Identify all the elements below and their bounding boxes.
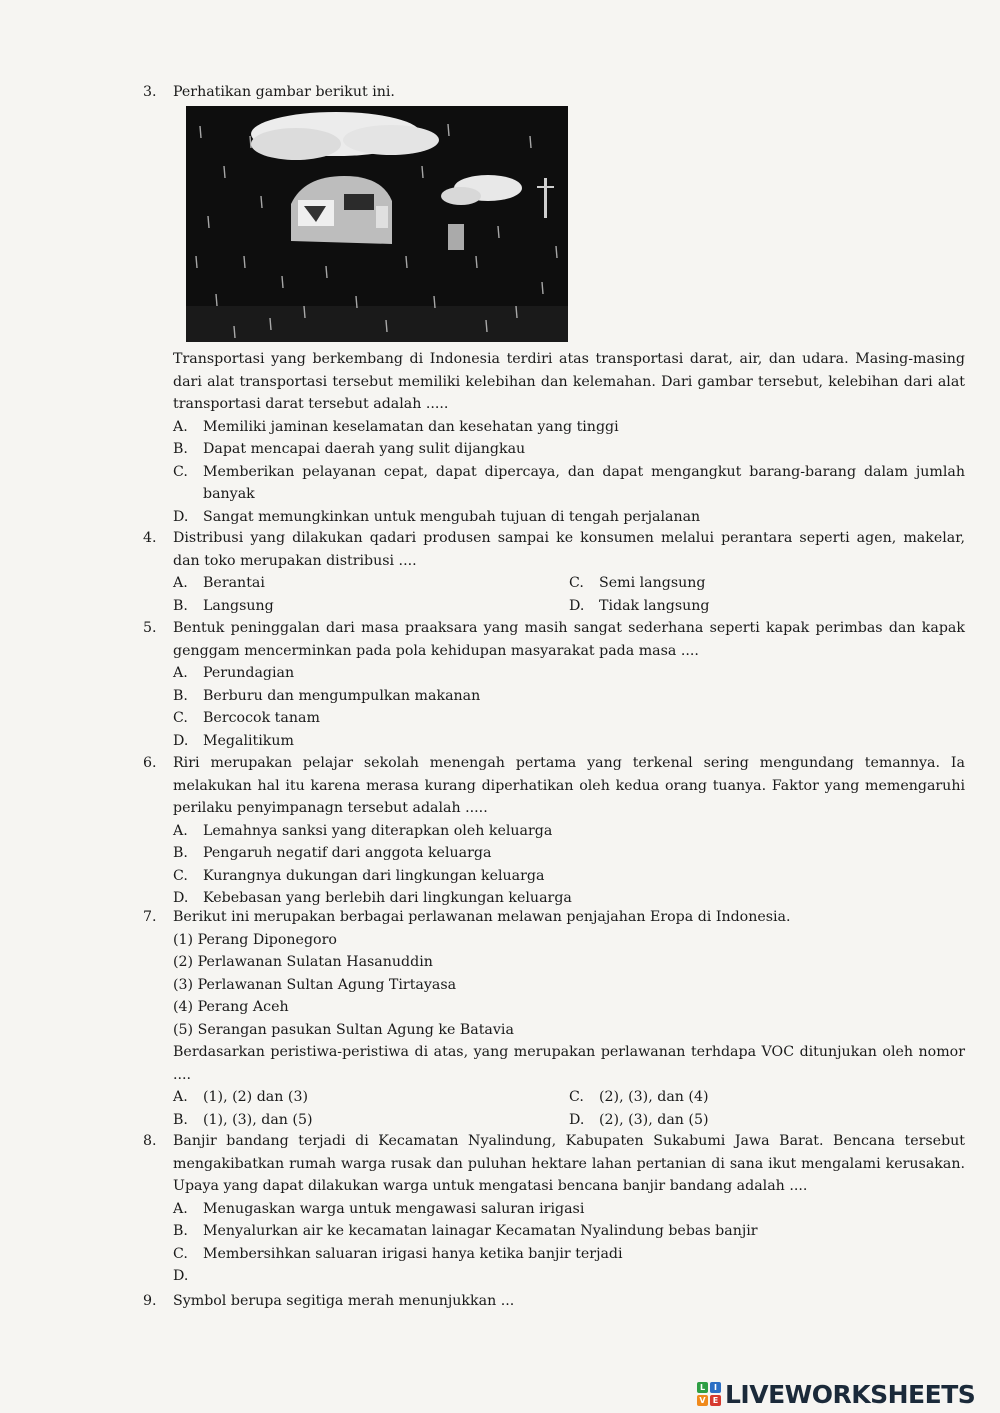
option-letter: A. <box>173 575 188 591</box>
option-a[interactable] <box>173 662 965 685</box>
question-stem: Riri merupakan pelajar sekolah menengah pertama yang terkenal sering mengundang temannya. Ia melakukan hal itu karena merasa kurang diperhatikan oleh kedua orang tuanya. Faktor yang memengaruhi perilaku penyimpanagn tersebut adalah ..... <box>173 755 965 816</box>
option-text: (2), (3), dan (5) <box>599 1111 709 1128</box>
option-letter: B. <box>173 441 188 457</box>
option-d[interactable] <box>173 1265 965 1288</box>
option-d[interactable] <box>569 595 965 618</box>
question-number: 7. <box>143 909 157 925</box>
event-list <box>173 929 965 1042</box>
question-intro: Perhatikan gambar berikut ini. <box>173 84 395 100</box>
option-b[interactable] <box>173 595 569 618</box>
option-letter: C. <box>173 867 188 884</box>
option-c[interactable] <box>173 1243 965 1266</box>
train-in-rain-photo <box>186 106 568 342</box>
option-letter: A. <box>173 822 188 839</box>
option-text: Berburu dan mengumpulkan makanan <box>203 687 481 704</box>
question-3 <box>143 81 965 104</box>
option-d[interactable] <box>173 730 965 753</box>
option-letter: C. <box>173 1245 188 1262</box>
option-letter: D. <box>173 732 189 749</box>
train-in-rain-icon <box>186 106 568 342</box>
question-number: 6. <box>143 755 157 771</box>
question-intro: Berikut ini merupakan berbagai perlawanan melawan penjajahan Eropa di Indonesia. <box>173 909 791 925</box>
option-text: Langsung <box>203 597 274 614</box>
list-item: (3) Perlawanan Sultan Agung Tirtayasa <box>173 976 457 993</box>
option-a[interactable] <box>173 1198 965 1221</box>
question-number: 9. <box>143 1293 157 1309</box>
option-letter: B. <box>173 1111 188 1128</box>
option-text: Tidak langsung <box>599 597 710 614</box>
option-letter: D. <box>569 1111 585 1128</box>
option-text: Berantai <box>203 575 265 591</box>
list-item: (5) Serangan pasukan Sultan Agung ke Batavia <box>173 1021 514 1038</box>
mark-letter: L <box>697 1382 708 1393</box>
question-stem: Transportasi yang berkembang di Indonesia terdiri atas transportasi darat, air, dan udara. Masing-masing dari alat transportasi tersebut memiliki kelebihan dan kelemahan. Dari gambar tersebut, kelebihan dari alat transportasi darat tersebut adalah ..... <box>173 351 965 412</box>
question-number: 3. <box>143 84 157 100</box>
question-9 <box>143 1290 965 1313</box>
option-letter: D. <box>173 890 189 906</box>
option-text: Megalitikum <box>203 732 294 749</box>
question-stem: Symbol berupa segitiga merah menunjukkan ... <box>173 1293 515 1309</box>
option-b[interactable] <box>173 842 965 865</box>
option-d[interactable] <box>173 506 965 529</box>
option-text <box>203 1265 965 1288</box>
option-a[interactable] <box>173 1086 569 1109</box>
option-text: Memiliki jaminan keselamatan dan kesehatan yang tinggi <box>203 418 619 435</box>
option-text: Pengaruh negatif dari anggota keluarga <box>203 845 492 861</box>
option-letter: D. <box>173 1268 189 1284</box>
option-text: Membersihkan saluaran irigasi hanya ketika banjir terjadi <box>203 1245 623 1262</box>
mark-letter: E <box>710 1395 721 1406</box>
question-5 <box>143 617 965 752</box>
option-a[interactable] <box>173 416 965 439</box>
option-text: (2), (3), dan (4) <box>599 1089 709 1105</box>
question-stem: Banjir bandang terjadi di Kecamatan Nyalindung, Kabupaten Sukabumi Jawa Barat. Bencana tersebut mengakibatkan rumah warga rusak dan puluhan hektare lahan pertanian di sana ikut mengalami kerusakan. Upaya yang dapat dilakukan warga untuk mengatasi bencana banjir bandang adalah .... <box>173 1133 965 1194</box>
option-c[interactable] <box>173 461 965 506</box>
option-text: Dapat mencapai daerah yang sulit dijangkau <box>203 441 526 457</box>
liveworksheets-logo <box>697 1378 975 1410</box>
option-text: Menyalurkan air ke kecamatan lainagar Kecamatan Nyalindung bebas banjir <box>203 1223 758 1239</box>
question-stem: Distribusi yang dilakukan qadari produsen sampai ke konsumen melalui perantara seperti agen, makelar, dan toko merupakan distribusi .... <box>173 530 965 569</box>
option-c[interactable] <box>173 707 965 730</box>
option-d[interactable] <box>569 1109 965 1132</box>
option-a[interactable] <box>173 572 569 595</box>
question-number: 8. <box>143 1133 157 1149</box>
list-item: (2) Perlawanan Sulatan Hasanuddin <box>173 954 433 970</box>
option-letter: A. <box>173 665 188 681</box>
list-item: (4) Perang Aceh <box>173 999 289 1015</box>
question-number: 4. <box>143 530 157 546</box>
option-letter: B. <box>173 687 188 704</box>
option-b[interactable] <box>173 685 965 708</box>
option-a[interactable] <box>173 820 965 843</box>
option-letter: B. <box>173 597 188 614</box>
option-text: Kebebasan yang berlebih dari lingkungan keluarga <box>203 890 572 906</box>
option-b[interactable] <box>173 1220 965 1243</box>
option-letter: B. <box>173 1223 188 1239</box>
option-text: (1), (3), dan (5) <box>203 1111 313 1128</box>
liveworksheets-mark-icon <box>697 1382 721 1406</box>
option-letter: A. <box>173 418 188 435</box>
option-letter: B. <box>173 845 188 861</box>
option-text: Lemahnya sanksi yang diterapkan oleh keluarga <box>203 822 553 839</box>
logo-text: LIVEWORKSHEETS <box>725 1379 976 1409</box>
option-text: Perundagian <box>203 665 295 681</box>
option-c[interactable] <box>173 865 965 888</box>
option-text: Sangat memungkinkan untuk mengubah tujuan di tengah perjalanan <box>203 508 701 525</box>
mark-letter: I <box>710 1382 721 1393</box>
option-letter: C. <box>173 710 188 726</box>
option-text: Bercocok tanam <box>203 710 320 726</box>
question-stem: Bentuk peninggalan dari masa praaksara yang masih sangat sederhana seperti kapak perimbas dan kapak genggam mencerminkan pada pola kehidupan masyarakat pada masa .... <box>173 620 965 659</box>
option-b[interactable] <box>173 1109 569 1132</box>
option-letter: C. <box>569 1089 584 1105</box>
option-letter: C. <box>569 575 584 591</box>
question-8 <box>143 1130 965 1288</box>
option-c[interactable] <box>569 572 965 595</box>
question-3-body <box>143 348 965 528</box>
option-letter: D. <box>173 508 189 525</box>
option-text: Menugaskan warga untuk mengawasi saluran irigasi <box>203 1200 585 1217</box>
option-b[interactable] <box>173 438 965 461</box>
question-4 <box>143 527 965 617</box>
question-7 <box>143 906 965 1131</box>
option-letter: A. <box>173 1089 188 1105</box>
option-text: Semi langsung <box>599 575 706 591</box>
list-item: (1) Perang Diponegoro <box>173 931 337 948</box>
question-6 <box>143 752 965 910</box>
option-text: Memberikan pelayanan cepat, dapat dipercaya, dan dapat mengangkut barang-barang dalam jumlah banyak <box>203 463 965 502</box>
option-text: (1), (2) dan (3) <box>203 1089 309 1105</box>
option-c[interactable] <box>569 1086 965 1109</box>
option-letter: C. <box>173 463 188 480</box>
option-letter: A. <box>173 1200 188 1217</box>
option-text: Kurangnya dukungan dari lingkungan keluarga <box>203 867 545 884</box>
question-stem: Berdasarkan peristiwa-peristiwa di atas, yang merupakan perlawanan terhdapa VOC ditunjukan oleh nomor .... <box>173 1044 965 1083</box>
question-number: 5. <box>143 620 157 636</box>
mark-letter: V <box>697 1395 708 1406</box>
option-letter: D. <box>569 597 585 614</box>
